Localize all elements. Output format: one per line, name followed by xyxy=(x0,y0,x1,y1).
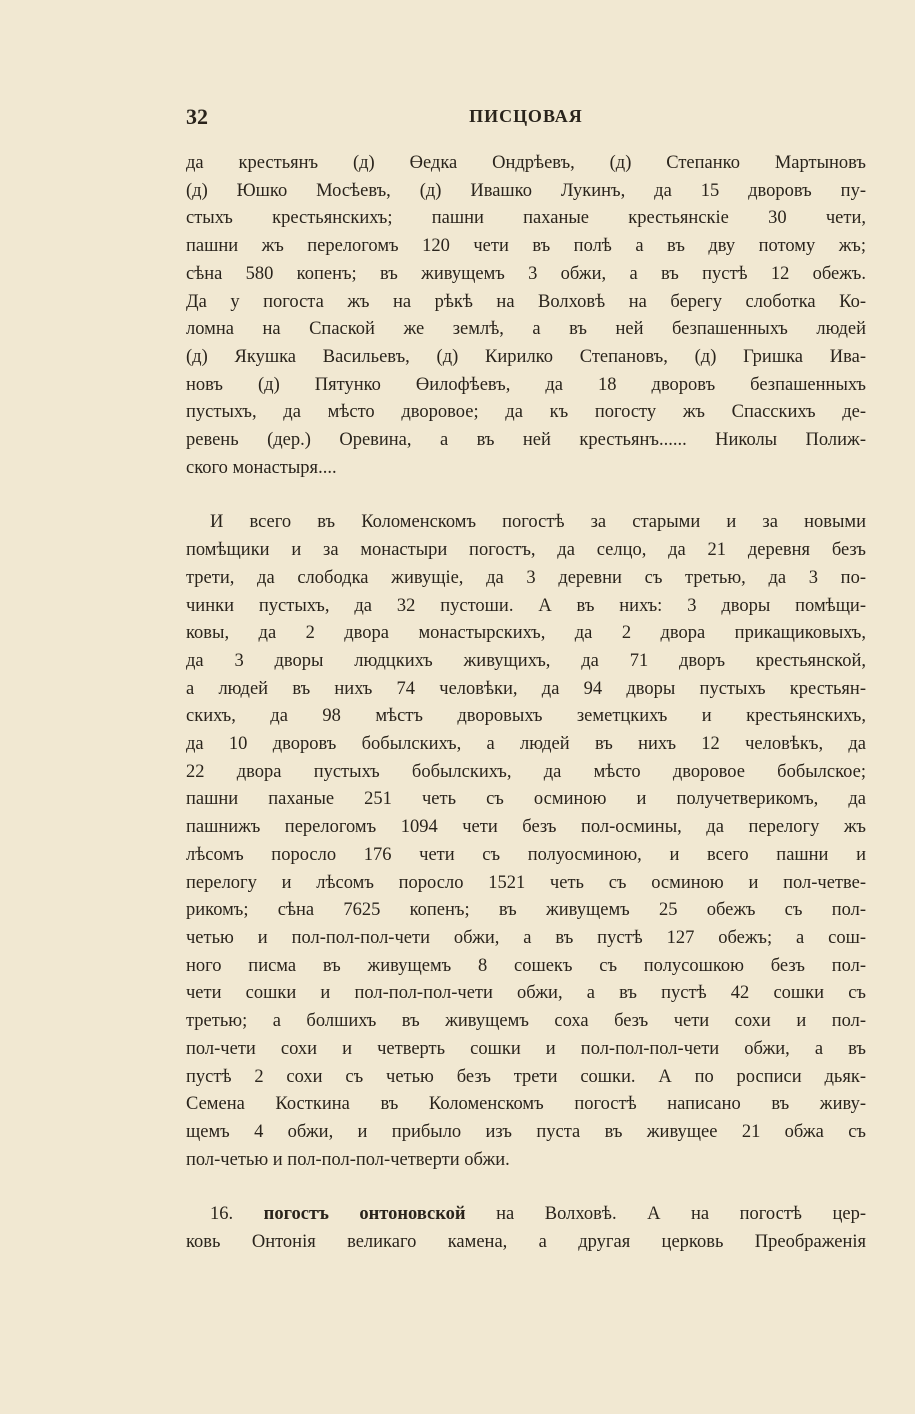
text-line: пашни жъ перелогомъ 120 чети въ полѣ а въ дву потому жъ; xyxy=(186,236,866,257)
text-line: щемъ 4 обжи, и прибыло изъ пуста въ живущее 21 обжа съ xyxy=(186,1121,866,1142)
text-line: ковь Онтонія великаго камена, а другая церковь Преображенія xyxy=(186,1232,866,1253)
text-line: трети, да слободка живущіе, да 3 деревни съ третью, да 3 по- xyxy=(186,567,866,588)
running-title: ПИСЦОВАЯ xyxy=(469,106,583,126)
text-line: скихъ, да 98 мѣстъ дворовыхъ земетцкихъ и крестьянскихъ, xyxy=(186,706,866,727)
text-line: ного писма въ живущемъ 8 сошекъ съ полусошкою безъ пол- xyxy=(186,955,866,976)
text-line xyxy=(186,1201,866,1229)
text-line: рикомъ; сѣна 7625 копенъ; въ живущемъ 25 обежъ съ пол- xyxy=(186,900,866,921)
text-line: а людей въ нихъ 74 человѣки, да 94 дворы пустыхъ крестьян- xyxy=(186,678,866,699)
paragraph-1 xyxy=(186,150,866,482)
text-line: стыхъ крестьянскихъ; пашни паханые крестьянскіе 30 чети, xyxy=(186,208,866,229)
text-line: пол-чети сохи и четверть сошки и пол-пол-пол-чети обжи, а въ xyxy=(186,1038,866,1059)
text-line: чети сошки и пол-пол-пол-чети обжи, а въ пустѣ 42 сошки съ xyxy=(186,983,866,1004)
paragraph-2 xyxy=(186,509,866,1174)
text-line: новъ (д) Пятунко Өилофѣевъ, да 18 дворовъ безпашенныхъ xyxy=(186,374,866,395)
text-line: пустыхъ, да мѣсто дворовое; да къ погосту жъ Спасскихъ де- xyxy=(186,402,866,423)
text-line: пашнижъ перелогомъ 1094 чети безъ пол-осмины, да перелогу жъ xyxy=(186,817,866,838)
text-line: помѣщики и за монастыри погостъ, да селцо, да 21 деревня безъ xyxy=(186,540,866,561)
paragraph-gap xyxy=(186,482,866,509)
text-line: ломна на Спаской же землѣ, а въ ней безпашенныхъ людей xyxy=(186,319,866,340)
section-heading: погостъ онтоновской xyxy=(263,1204,466,1225)
text-line: сѣна 580 копенъ; въ живущемъ 3 обжи, а въ пустѣ 12 обежъ. xyxy=(186,263,866,284)
text-line: третью; а болшихъ въ живущемъ соха безъ чети сохи и пол- xyxy=(186,1011,866,1032)
body-text xyxy=(186,150,866,1257)
text-line: ревень (дер.) Оревина, а въ ней крестьянъ...... Николы Полиж- xyxy=(186,430,866,451)
text-segment: на Волховѣ. А на погостѣ цер- xyxy=(496,1204,867,1225)
text-line: да 10 дворовъ бобылскихъ, а людей въ нихъ 12 человѣкъ, да xyxy=(186,734,866,755)
text-line: (д) Юшко Мосѣевъ, (д) Ивашко Лукинъ, да 15 дворовъ пу- xyxy=(186,180,866,201)
section-number: 16. xyxy=(210,1204,234,1225)
paragraph-3 xyxy=(186,1201,866,1256)
text-line: ского монастыря.... xyxy=(186,457,337,478)
text-line: ковы, да 2 двора монастырскихъ, да 2 двора прикащиковыхъ, xyxy=(186,623,866,644)
text-line: пашни паханые 251 четь съ осминою и получетверикомъ, да xyxy=(186,789,866,810)
text-line: (д) Якушка Васильевъ, (д) Кирилко Степановъ, (д) Гришка Ива- xyxy=(186,346,866,367)
text-line: пол-четью и пол-пол-пол-четверти обжи. xyxy=(186,1149,510,1170)
text-line: Да у погоста жъ на рѣкѣ на Волховѣ на берегу слоботка Ко- xyxy=(186,291,866,312)
text-line: да 3 дворы людцкихъ живущихъ, да 71 дворъ крестьянской, xyxy=(186,650,866,671)
text-line: перелогу и лѣсомъ поросло 1521 четь съ осминою и пол-четве- xyxy=(186,872,866,893)
text-line: 22 двора пустыхъ бобылскихъ, да мѣсто дворовое бобылское; xyxy=(186,761,866,782)
text-line: да крестьянъ (д) Өедка Ондрѣевъ, (д) Степанко Мартыновъ xyxy=(186,153,866,173)
text-line: лѣсомъ поросло 176 чети съ полуосминою, и всего пашни и xyxy=(186,844,866,865)
page-number: 32 xyxy=(186,104,208,129)
text-line: Семена Косткина въ Коломенскомъ погостѣ написано въ живу- xyxy=(186,1094,866,1115)
text-line: чинки пустыхъ, да 32 пустоши. А въ нихъ: 3 дворы помѣщи- xyxy=(186,595,866,616)
paragraph-gap xyxy=(186,1174,866,1201)
text-line: И всего въ Коломенскомъ погостѣ за старыми и за новыми xyxy=(210,512,866,533)
text-line: четью и пол-пол-пол-чети обжи, а въ пустѣ 127 обежъ; а сош- xyxy=(186,927,866,948)
text-line: пустѣ 2 сохи съ четью безъ трети сошки. А по росписи дьяк- xyxy=(186,1066,866,1087)
running-header xyxy=(186,104,866,134)
